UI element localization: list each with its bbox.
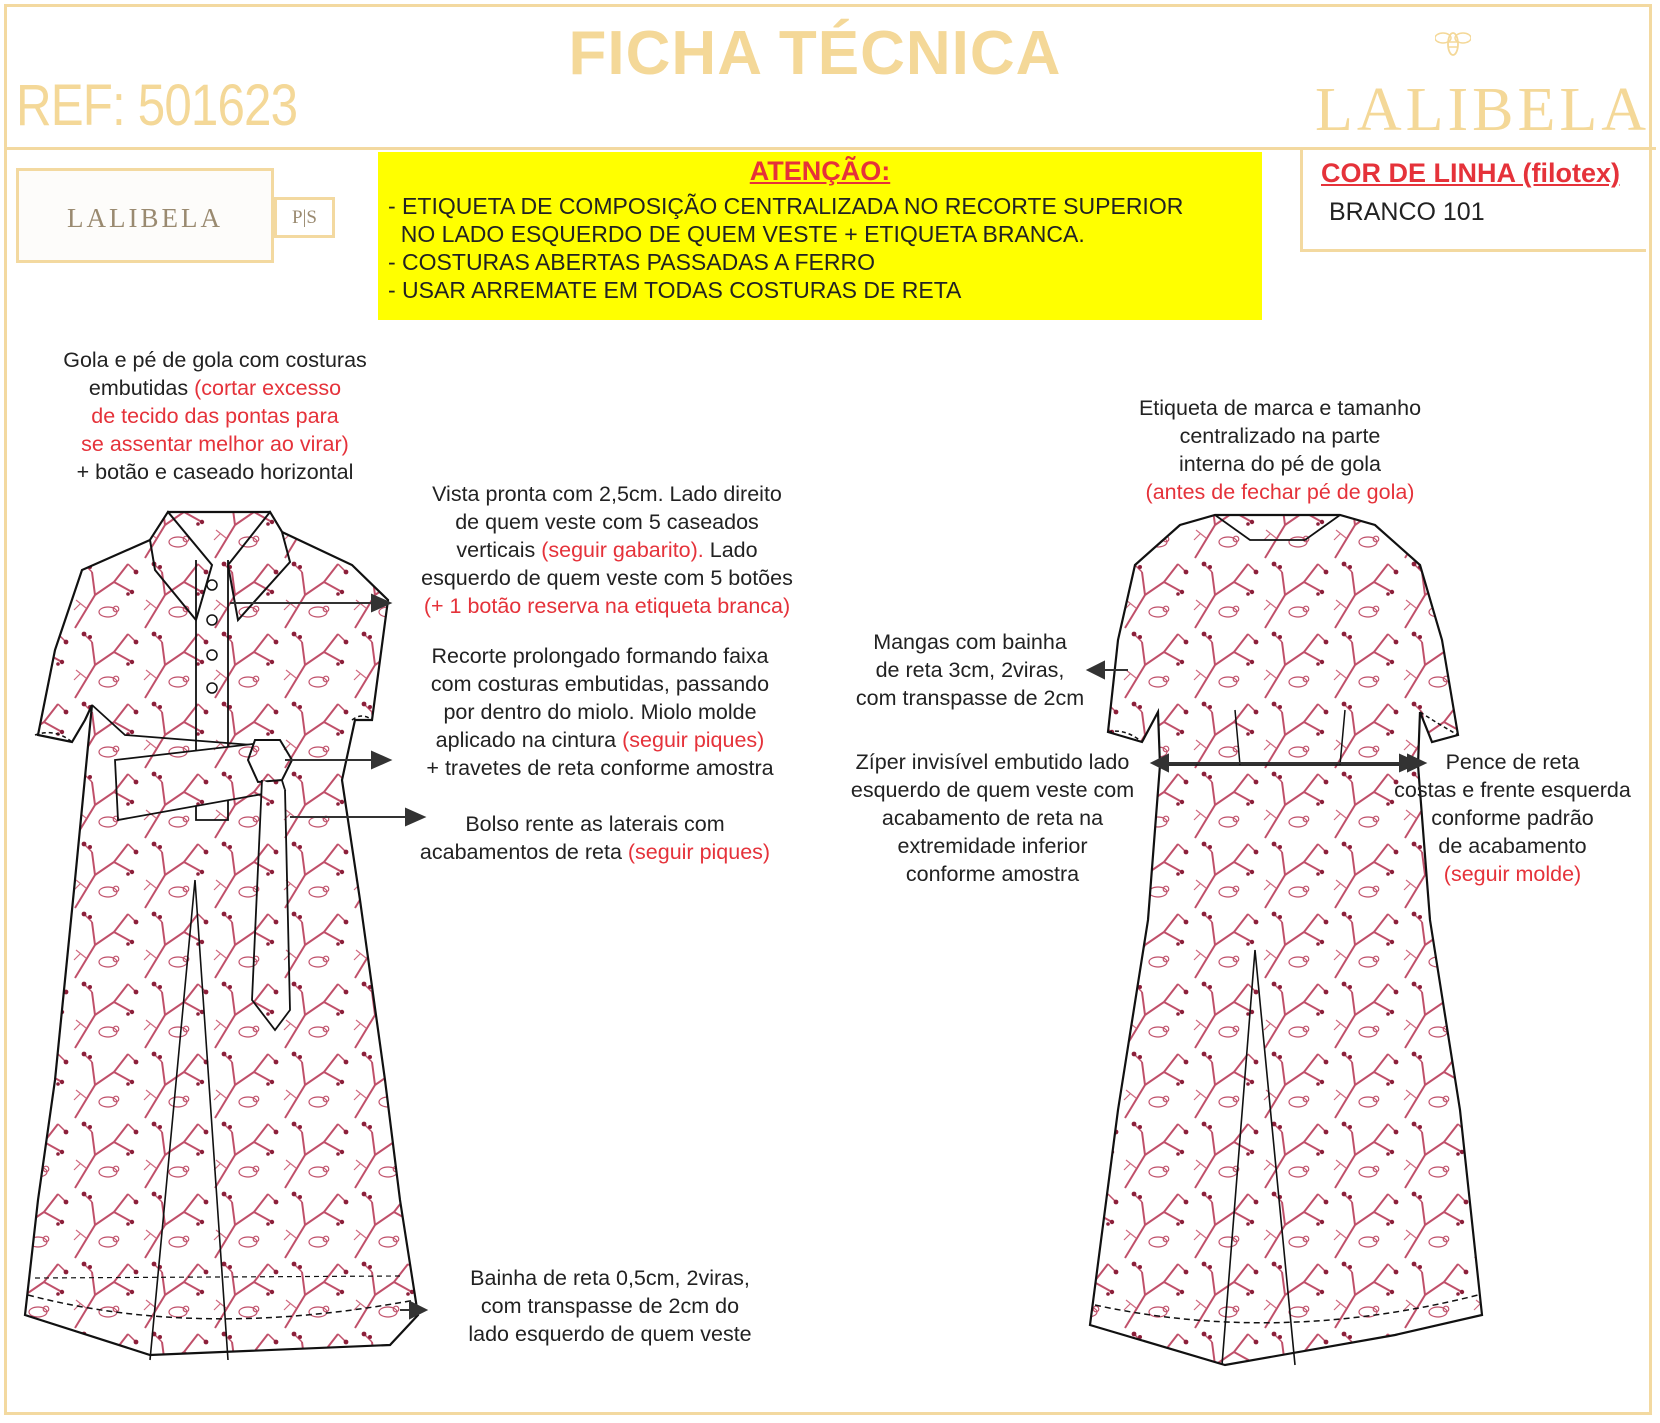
size-label-sample: P|S [274, 197, 335, 238]
note-hem [430, 1264, 790, 1348]
note-highlight: (antes de fechar pé de gola) [1145, 480, 1415, 504]
note-highlight: (seguir molde) [1443, 862, 1582, 886]
note-line: + botão e caseado horizontal [76, 460, 354, 484]
label-brand-text: LALIBELA [67, 203, 223, 233]
note-line: Bolso rente as laterais com [465, 812, 725, 836]
note-text: Lado [703, 538, 758, 562]
note-line: de quem veste com 5 caseados [455, 510, 759, 534]
note-line: esquerdo de quem veste com [850, 778, 1135, 802]
note-line: esquerdo de quem veste com 5 botões [421, 566, 793, 590]
note-line: costas e frente esquerda [1394, 778, 1631, 802]
note-line: Pence de reta [1445, 750, 1580, 774]
note-line: com costuras embutidas, passando [430, 672, 770, 696]
note-line: Zíper invisível embutido lado [855, 750, 1130, 774]
note-line: Bainha de reta 0,5cm, 2viras, [470, 1266, 750, 1290]
note-text: aplicado na cintura [435, 728, 623, 752]
note-line: lado esquerdo de quem veste [468, 1322, 752, 1346]
note-line: Recorte prolongado formando faixa [431, 644, 769, 668]
note-line: conforme padrão [1431, 806, 1594, 830]
note-line: de reta 3cm, 2viras, [875, 658, 1065, 682]
note-text: embutidas [88, 376, 195, 400]
note-line [382, 536, 832, 564]
note-sleeves [830, 628, 1110, 712]
note-text: verticais [456, 538, 542, 562]
note-brand-label [1100, 394, 1460, 506]
note-highlight: (+ 1 botão reserva na etiqueta branca) [423, 594, 791, 618]
note-collar [20, 346, 410, 486]
attention-title: ATENÇÃO: [749, 156, 891, 186]
note-dart [1370, 748, 1655, 888]
note-line: por dentro do miolo. Miolo molde [443, 700, 757, 724]
note-text: acabamentos de reta [419, 840, 628, 864]
attention-line: - COSTURAS ABERTAS PASSADAS A FERRO [388, 249, 875, 275]
thread-color-value: BRANCO 101 [1329, 198, 1485, 226]
front-dress-drawing [25, 512, 418, 1360]
note-line [20, 374, 410, 402]
note-line: Mangas com bainha [873, 630, 1067, 654]
note-line: com transpasse de 2cm do [480, 1294, 740, 1318]
note-line: Gola e pé de gola com costuras [63, 348, 367, 372]
note-line: extremidade inferior [897, 834, 1088, 858]
note-highlight: de tecido das pontas para [91, 404, 339, 428]
note-zipper [820, 748, 1165, 888]
note-highlight: (cortar excesso [194, 376, 342, 400]
note-pocket [375, 810, 815, 866]
back-dress-drawing [1090, 515, 1482, 1365]
note-line: Etiqueta de marca e tamanho [1138, 396, 1422, 420]
brand-logo: LALIBELA [1315, 76, 1651, 144]
attention-line: NO LADO ESQUERDO DE QUEM VESTE + ETIQUETA BRANCA. [388, 221, 1085, 247]
note-placket [382, 480, 832, 620]
note-line: de acabamento [1438, 834, 1587, 858]
attention-line: - USAR ARREMATE EM TODAS COSTURAS DE RETA [388, 277, 962, 303]
reference-code: REF: 501623 [16, 73, 298, 138]
note-line [375, 838, 815, 866]
page-title: FICHA TÉCNICA [568, 19, 1062, 88]
attention-line: - ETIQUETA DE COMPOSIÇÃO CENTRALIZADA NO RECORTE SUPERIOR [388, 193, 1184, 219]
note-line: centralizado na parte [1179, 424, 1381, 448]
note-line: Vista pronta com 2,5cm. Lado direito [432, 482, 782, 506]
note-highlight: (seguir piques) [622, 728, 765, 752]
note-line: acabamento de reta na [881, 806, 1104, 830]
note-sash [390, 642, 810, 782]
note-line [390, 726, 810, 754]
note-highlight: (seguir gabarito). [541, 538, 704, 562]
note-highlight: se assentar melhor ao virar) [81, 432, 349, 456]
note-line: + travetes de reta conforme amostra [426, 756, 774, 780]
note-line: interna do pé de gola [1178, 452, 1382, 476]
note-line: com transpasse de 2cm [855, 686, 1085, 710]
note-line: conforme amostra [905, 862, 1080, 886]
note-highlight: (seguir piques) [627, 840, 771, 864]
thread-color-title: COR DE LINHA (filotex) [1321, 158, 1620, 188]
